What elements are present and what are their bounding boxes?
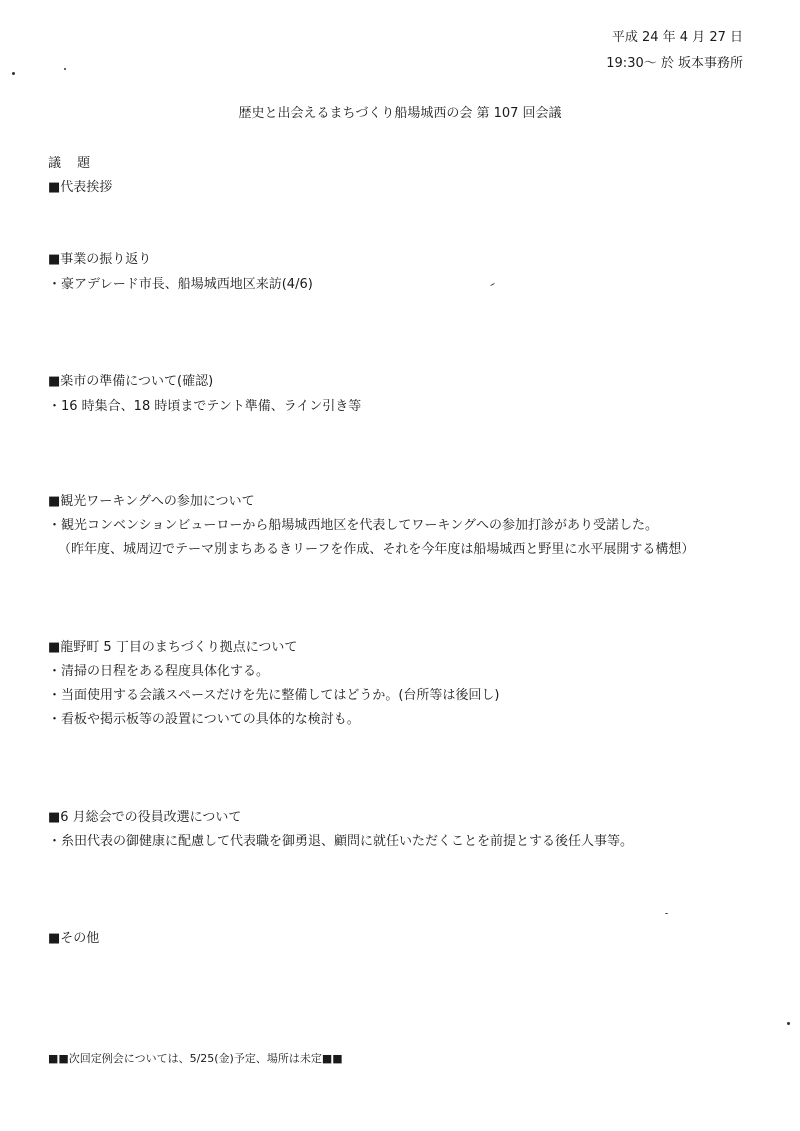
scan-speck (490, 283, 495, 286)
list-item: ・看板や掲示板等の設置についての具体的な検討も。 (48, 712, 360, 727)
meeting-time-place: 19:30～ 於 坂本事務所 (606, 56, 743, 71)
list-item: ・糸田代表の御健康に配慮して代表職を御勇退、顧問に就任いただくことを前提とする後任人事等。 (48, 834, 634, 849)
list-item: ・当面使用する会議スペースだけを先に整備してはどうか。(台所等は後回し) (48, 688, 500, 703)
scan-speck (12, 72, 15, 75)
section-heading-other: ■その他 (48, 931, 100, 946)
scan-speck (787, 1022, 790, 1025)
document-title: 歴史と出会えるまちづくり船場城西の会 第 107 回会議 (238, 106, 562, 121)
scan-speck (64, 68, 66, 70)
list-item: ・16 時集合、18 時頃までテント準備、ライン引き等 (48, 399, 362, 414)
list-item: ・豪アデレード市長、船場城西地区来訪(4/6) (48, 277, 313, 292)
list-item: ・観光コンベンションビューローから船場城西地区を代表してワーキングへの参加打診があり受諾した。 (48, 518, 659, 533)
next-meeting-note: ■■次回定例会については、5/25(金)予定、場所は未定■■ (48, 1052, 343, 1065)
section-heading-officer-election: ■6 月総会での役員改選について (48, 810, 242, 825)
section-heading-review: ■事業の振り返り (48, 252, 152, 267)
section-heading-tatsuno-base: ■龍野町 5 丁目のまちづくり拠点について (48, 640, 298, 655)
scan-speck (665, 913, 668, 914)
list-item-note: （昨年度、城周辺でテーマ別まちあるきリーフを作成、それを今年度は船場城西と野里に水平展開する構想） (58, 542, 695, 557)
section-heading-tourism-working: ■観光ワーキングへの参加について (48, 494, 255, 509)
meeting-date: 平成 24 年 4 月 27 日 (611, 30, 743, 45)
section-heading-market-prep: ■楽市の準備について(確認) (48, 374, 214, 389)
section-heading-greeting: ■代表挨拶 (48, 180, 113, 195)
list-item: ・清掃の日程をある程度具体化する。 (48, 664, 270, 679)
agenda-label: 議 題 (48, 156, 97, 171)
